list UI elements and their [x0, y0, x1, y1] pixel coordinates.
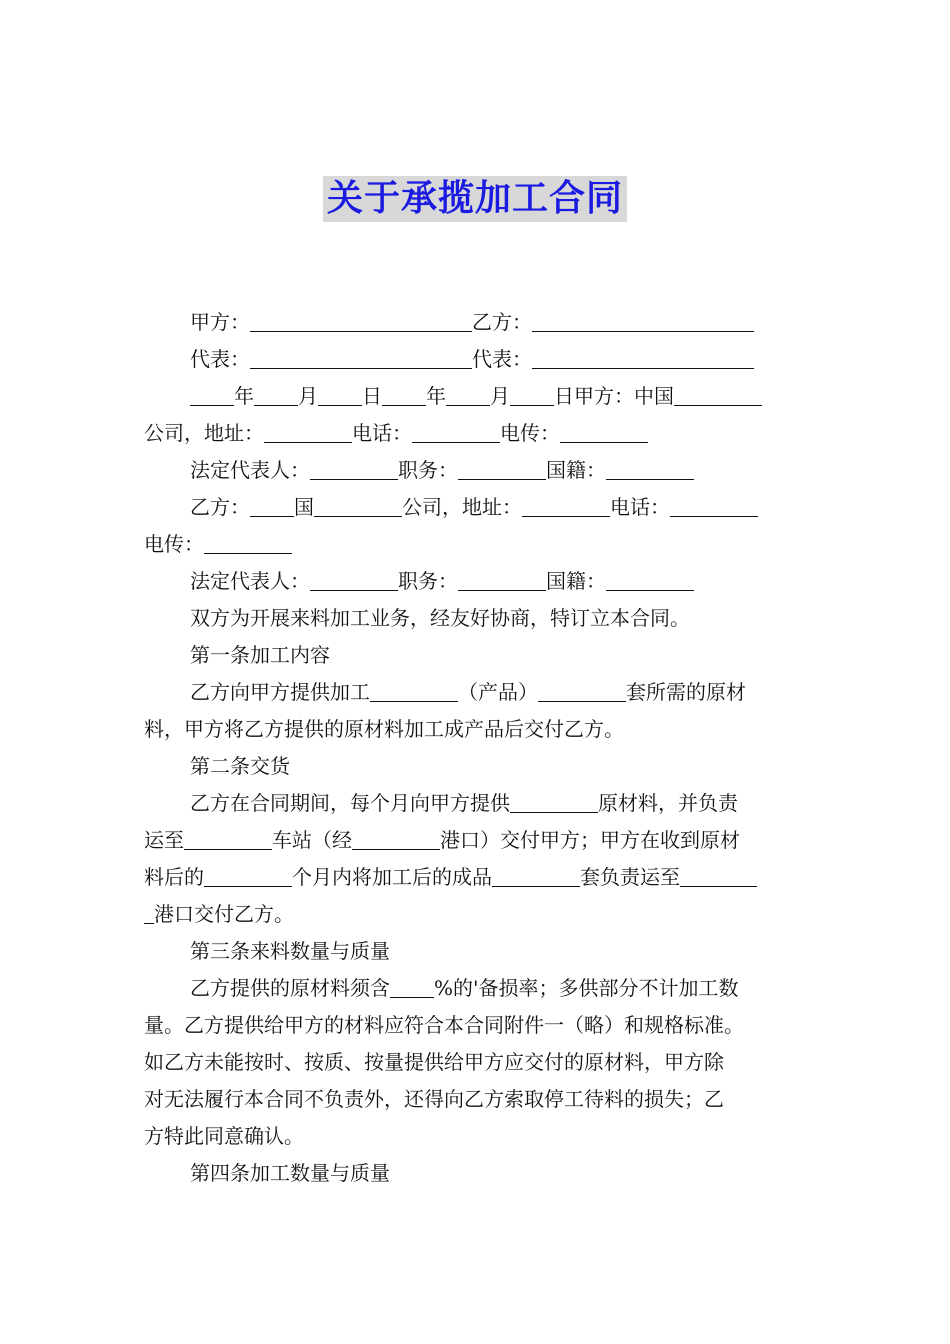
- party-b-legal-rep-line: [144, 563, 809, 600]
- party-b-line: [144, 489, 809, 526]
- blank: [510, 385, 554, 406]
- text: 套所需的原材: [626, 680, 746, 704]
- blank: [560, 422, 648, 443]
- preamble-line: 双方为开展来料加工业务，经友好协商，特订立本合同。: [190, 606, 690, 630]
- article-4-heading: 第四条加工数量与质量: [190, 1161, 390, 1185]
- text: 日甲方：中国: [554, 384, 674, 408]
- article-3-text-cont-2: 如乙方未能按时、按质、按量提供给甲方应交付的原材料，甲方除: [144, 1050, 724, 1074]
- blank: [458, 459, 546, 480]
- article-1-text-cont: 料，甲方将乙方提供的原材料加工成产品后交付乙方。: [144, 717, 624, 741]
- blank: [318, 385, 362, 406]
- text: 套负责运至: [580, 865, 680, 889]
- blank: [314, 496, 402, 517]
- blank: [674, 385, 762, 406]
- text: 乙方：: [190, 495, 250, 519]
- party-a-line: [144, 304, 809, 341]
- article-3-text-cont-3: 对无法履行本合同不负责外，还得向乙方索取停工待料的损失；乙: [144, 1087, 724, 1111]
- text: 国: [294, 495, 314, 519]
- article-3-text: [144, 970, 809, 1007]
- blank: [510, 792, 598, 813]
- text: 法定代表人：: [190, 569, 310, 593]
- text: 电传：: [500, 421, 560, 445]
- article-3-heading: 第三条来料数量与质量: [190, 939, 390, 963]
- blank: [190, 385, 234, 406]
- article-2-text-cont-2: [144, 859, 809, 896]
- text: 国籍：: [546, 569, 606, 593]
- text: 乙方在合同期间，每个月向甲方提供: [190, 791, 510, 815]
- text: 港口交付乙方。: [154, 902, 294, 926]
- blank: [144, 903, 154, 924]
- blank: [606, 459, 694, 480]
- text: 电传：: [144, 532, 204, 556]
- text: 月: [298, 384, 318, 408]
- text: 代表：: [472, 347, 532, 371]
- text: 乙方向甲方提供加工: [190, 680, 370, 704]
- article-2-text-cont-3: [144, 896, 809, 933]
- party-b-fax-line: [144, 526, 809, 563]
- blank: [492, 866, 580, 887]
- article-3-text-cont-4: 方特此同意确认。: [144, 1124, 304, 1148]
- blank: [680, 866, 757, 887]
- text: 月: [490, 384, 510, 408]
- blank: [382, 385, 426, 406]
- text: 甲方：: [190, 310, 250, 334]
- blank: [310, 570, 398, 591]
- text: 运至: [144, 828, 184, 852]
- title-wrap: [0, 176, 950, 222]
- blank: [458, 570, 546, 591]
- text: 乙方：: [472, 310, 532, 334]
- article-2-text: [144, 785, 809, 822]
- document-body: [144, 304, 809, 1192]
- article-1-text: [144, 674, 809, 711]
- text: 公司，地址：: [402, 495, 522, 519]
- blank: [670, 496, 758, 517]
- text: 电话：: [352, 421, 412, 445]
- party-a-address-line: [144, 415, 809, 452]
- blank: [352, 829, 440, 850]
- blank: [538, 681, 626, 702]
- blank: [532, 348, 754, 369]
- blank: [412, 422, 500, 443]
- blank: [606, 570, 694, 591]
- text: 代表：: [190, 347, 250, 371]
- blank: [250, 348, 472, 369]
- blank: [204, 866, 292, 887]
- date-line: [144, 378, 809, 415]
- blank: [370, 681, 458, 702]
- text: 乙方提供的原材料须含: [190, 976, 390, 1000]
- blank: [522, 496, 610, 517]
- text: 公司，地址：: [144, 421, 264, 445]
- blank: [310, 459, 398, 480]
- text: 车站（经: [272, 828, 352, 852]
- text: 料后的: [144, 865, 204, 889]
- text: 日: [362, 384, 382, 408]
- article-2-heading: 第二条交货: [190, 754, 290, 778]
- text: 原材料，并负责: [598, 791, 738, 815]
- representative-line: [144, 341, 809, 378]
- blank: [446, 385, 490, 406]
- article-3-text-cont-1: 量。乙方提供给甲方的材料应符合本合同附件一（略）和规格标准。: [144, 1013, 744, 1037]
- article-2-text-cont-1: [144, 822, 809, 859]
- blank: [264, 422, 352, 443]
- article-1-heading: 第一条加工内容: [190, 643, 330, 667]
- text: 个月内将加工后的成品: [292, 865, 492, 889]
- document-title: 关于承揽加工合同: [323, 176, 627, 222]
- blank: [532, 311, 754, 332]
- text: 国籍：: [546, 458, 606, 482]
- blank: [250, 496, 294, 517]
- blank: [184, 829, 272, 850]
- text: 电话：: [610, 495, 670, 519]
- blank: [204, 533, 292, 554]
- text: 港口）交付甲方；甲方在收到原材: [440, 828, 740, 852]
- party-a-legal-rep-line: [144, 452, 809, 489]
- text: 年: [426, 384, 446, 408]
- text: %的'备损率；多供部分不计加工数: [434, 976, 739, 1000]
- text: （产品）: [458, 680, 538, 704]
- text: 法定代表人：: [190, 458, 310, 482]
- text: 职务：: [398, 458, 458, 482]
- blank: [254, 385, 298, 406]
- blank: [250, 311, 472, 332]
- text: 职务：: [398, 569, 458, 593]
- text: 年: [234, 384, 254, 408]
- blank: [390, 977, 434, 998]
